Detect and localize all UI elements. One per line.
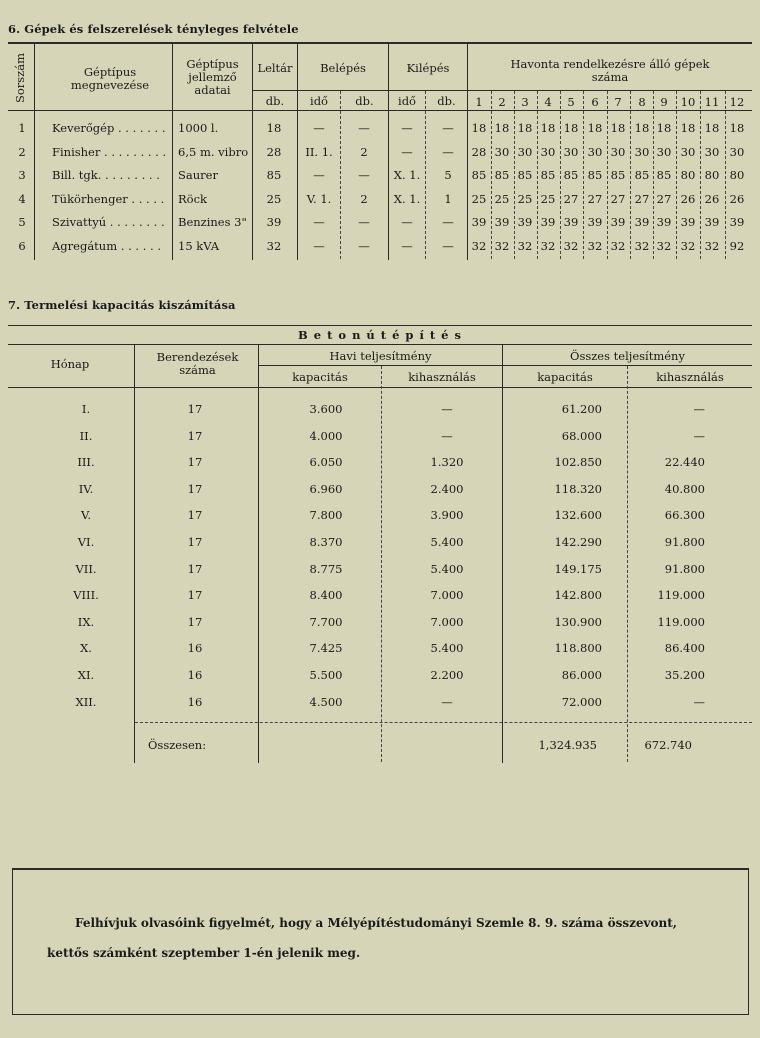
header-bottom-rule [8, 110, 752, 111]
month-divider [514, 91, 515, 259]
equipment-count: 17 [187, 614, 203, 629]
header-kil-ido: idő [398, 94, 416, 108]
monthly-capacity: 7.700 [309, 614, 343, 629]
monthly-utilization: 7.000 [430, 614, 464, 629]
total-utilization: — [693, 694, 705, 709]
monthly-count: 39 [729, 215, 745, 229]
monthly-count: 18 [729, 121, 745, 135]
monthly-utilization: — [441, 428, 453, 443]
monthly-count: 18 [634, 121, 650, 135]
machine-name: Agregátum . . . . . . [52, 238, 161, 253]
monthly-utilization: 2.200 [430, 668, 464, 682]
header-havi: Havi teljesítmény [329, 349, 432, 363]
month-divider [537, 91, 538, 259]
machine-spec: 6,5 m. vibro [178, 144, 249, 159]
monthly-count: 32 [494, 238, 510, 253]
header-month: 1 [475, 95, 483, 109]
total-utilization: 35.200 [664, 668, 705, 682]
total-utilization: — [693, 428, 705, 443]
table-top-rule [8, 42, 752, 44]
month-label: V. [81, 508, 91, 523]
notice-box [12, 868, 749, 1015]
equipment-count: 17 [187, 428, 203, 443]
monthly-count: 18 [610, 121, 626, 135]
exit-count: — [442, 144, 454, 159]
entry-time: — [313, 215, 325, 229]
header-havi-kapacitas: kapacitás [292, 370, 348, 384]
inventory-count: 32 [266, 238, 282, 253]
monthly-capacity: 3.600 [309, 402, 343, 416]
monthly-capacity: 8.370 [309, 535, 343, 549]
row-number: 3 [18, 168, 26, 182]
total-capacity: 130.900 [554, 614, 602, 629]
subheader-rule [258, 365, 752, 366]
monthly-count: 18 [587, 121, 603, 135]
grand-total-utilization: 672.740 [644, 738, 692, 752]
header-berendezesek-1: Berendezések [156, 350, 239, 364]
total-capacity: 132.600 [554, 508, 602, 523]
monthly-count: 32 [517, 238, 533, 253]
month-divider [725, 91, 726, 259]
monthly-count: 28 [471, 144, 487, 159]
header-bottom-rule [8, 387, 752, 388]
total-capacity: 118.800 [554, 641, 602, 656]
monthly-count: 26 [704, 191, 720, 206]
monthly-count: 26 [729, 191, 745, 206]
month-divider [607, 91, 608, 259]
row-number: 5 [18, 215, 26, 229]
monthly-capacity: 5.500 [309, 668, 343, 682]
machine-spec: Röck [178, 191, 207, 206]
monthly-capacity: 8.775 [309, 561, 343, 576]
total-capacity: 102.850 [554, 455, 602, 470]
header-leltar: Leltár [257, 61, 293, 75]
monthly-count: 80 [704, 168, 720, 182]
equipment-count: 17 [187, 481, 203, 496]
monthly-count: 32 [656, 238, 672, 253]
exit-count: 5 [444, 168, 452, 182]
total-utilization: 22.440 [664, 455, 705, 470]
month-divider [560, 91, 561, 259]
header-kil-db: db. [437, 94, 456, 108]
header-bel-db: db. [355, 94, 374, 108]
header-month: 8 [638, 95, 646, 109]
column-rule [252, 44, 253, 260]
entry-count: 2 [360, 191, 368, 206]
monthly-capacity: 4.000 [309, 428, 343, 443]
dashed-divider [340, 91, 341, 259]
monthly-count: 27 [563, 191, 579, 206]
total-capacity: 72.000 [561, 694, 602, 709]
monthly-utilization: 5.400 [430, 641, 464, 656]
machine-spec: 15 kVA [178, 238, 220, 253]
monthly-count: 18 [494, 121, 510, 135]
monthly-count: 39 [540, 215, 556, 229]
monthly-utilization: 1.320 [430, 455, 464, 470]
monthly-count: 80 [729, 168, 745, 182]
monthly-count: 85 [634, 168, 650, 182]
month-label: III. [77, 455, 95, 470]
entry-time: — [313, 168, 325, 182]
total-utilization: 66.300 [664, 508, 705, 523]
month-divider [491, 91, 492, 259]
monthly-capacity: 7.425 [309, 641, 343, 656]
month-divider [653, 91, 654, 259]
header-havi-kihasznalas: kihasználás [408, 370, 476, 384]
banner-bottom-rule [8, 344, 752, 345]
monthly-count: 30 [540, 144, 556, 159]
header-month: 12 [729, 95, 745, 109]
monthly-count: 30 [656, 144, 672, 159]
banner-title: B e t o n ú t é p í t é s [298, 328, 462, 342]
column-rule [388, 44, 389, 260]
monthly-count: 39 [680, 215, 696, 229]
exit-time: X. 1. [393, 168, 421, 182]
monthly-capacity: 6.960 [309, 481, 343, 496]
monthly-count: 32 [471, 238, 487, 253]
monthly-utilization: 5.400 [430, 535, 464, 549]
monthly-count: 39 [563, 215, 579, 229]
monthly-count: 30 [563, 144, 579, 159]
monthly-count: 85 [517, 168, 533, 182]
monthly-count: 32 [540, 238, 556, 253]
exit-time: X. 1. [393, 191, 421, 206]
monthly-count: 30 [729, 144, 745, 159]
monthly-count: 85 [610, 168, 626, 182]
monthly-count: 39 [587, 215, 603, 229]
monthly-count: 30 [587, 144, 603, 159]
monthly-capacity: 6.050 [309, 455, 343, 470]
monthly-count: 32 [563, 238, 579, 253]
section6-title: 6. Gépek és felszerelések tényleges felvétele [8, 22, 299, 36]
header-month: 3 [521, 95, 529, 109]
monthly-count: 25 [494, 191, 510, 206]
column-rule [502, 345, 503, 763]
header-month: 10 [680, 95, 696, 109]
monthly-count: 18 [656, 121, 672, 135]
machine-spec: 1000 l. [178, 121, 219, 135]
equipment-count: 16 [187, 641, 203, 656]
month-divider [583, 91, 584, 259]
equipment-count: 17 [187, 535, 203, 549]
column-rule [297, 44, 298, 260]
header-month: 11 [704, 95, 720, 109]
header-jellemzo-1: Géptípus [186, 57, 239, 71]
dashed-divider [627, 366, 628, 762]
header-jellemzo-3: adatai [194, 83, 231, 97]
header-kilepes: Kilépés [406, 61, 450, 75]
header-osszes: Összes teljesítmény [570, 349, 685, 363]
monthly-count: 18 [540, 121, 556, 135]
monthly-count: 85 [471, 168, 487, 182]
column-rule [34, 44, 35, 260]
monthly-count: 26 [680, 191, 696, 206]
column-rule [258, 345, 259, 763]
monthly-count: 39 [656, 215, 672, 229]
month-label: VI. [77, 535, 95, 549]
subheader-rule [252, 90, 467, 91]
month-label: IV. [78, 481, 94, 496]
monthly-count: 27 [634, 191, 650, 206]
monthly-count: 92 [729, 238, 745, 253]
inventory-count: 28 [266, 144, 282, 159]
exit-time: — [401, 215, 413, 229]
total-label: Összesen: [148, 738, 207, 752]
entry-count: — [358, 168, 370, 182]
total-utilization: — [693, 402, 705, 416]
monthly-capacity: 8.400 [309, 588, 343, 603]
exit-count: — [442, 121, 454, 135]
header-month: 6 [591, 95, 599, 109]
machine-spec: Saurer [178, 168, 218, 182]
total-capacity: 68.000 [561, 428, 602, 443]
month-label: II. [79, 428, 93, 443]
machine-spec: Benzines 3" [178, 215, 247, 229]
dashed-divider [381, 366, 382, 762]
header-leltar-unit: db. [265, 94, 285, 108]
total-separator [135, 722, 752, 723]
monthly-count: 30 [610, 144, 626, 159]
header-month: 2 [498, 95, 506, 109]
month-label: I. [81, 402, 91, 416]
exit-time: — [401, 144, 413, 159]
total-capacity: 149.175 [554, 561, 602, 576]
header-geptipus-2: megnevezése [70, 78, 150, 92]
entry-count: — [358, 238, 370, 253]
month-label: VIII. [73, 588, 99, 603]
monthly-count: 25 [517, 191, 533, 206]
grand-total-capacity: 1,324.935 [538, 738, 597, 752]
month-divider [700, 91, 701, 259]
table-top-rule [8, 325, 752, 326]
header-honap: Hónap [50, 357, 90, 371]
inventory-count: 18 [266, 121, 282, 135]
monthly-count: 85 [540, 168, 556, 182]
monthly-utilization: 2.400 [430, 481, 464, 496]
equipment-count: 17 [187, 508, 203, 523]
monthly-count: 32 [704, 238, 720, 253]
total-capacity: 142.800 [554, 588, 602, 603]
machine-name: Bill. tgk. . . . . . . . . [52, 168, 160, 182]
total-utilization: 91.800 [664, 561, 705, 576]
monthly-count: 85 [587, 168, 603, 182]
entry-time: II. 1. [305, 144, 333, 159]
inventory-count: 25 [266, 191, 282, 206]
monthly-count: 32 [634, 238, 650, 253]
header-sorszam: Sorszám [13, 52, 27, 104]
monthly-count: 18 [517, 121, 533, 135]
monthly-utilization: 3.900 [430, 508, 464, 523]
equipment-count: 17 [187, 455, 203, 470]
monthly-utilization: 5.400 [430, 561, 464, 576]
monthly-count: 39 [494, 215, 510, 229]
monthly-count: 25 [540, 191, 556, 206]
monthly-count: 27 [610, 191, 626, 206]
monthly-count: 30 [634, 144, 650, 159]
equipment-count: 17 [187, 588, 203, 603]
machine-name: Finisher . . . . . . . . . [52, 144, 167, 159]
monthly-count: 39 [704, 215, 720, 229]
month-divider [676, 91, 677, 259]
exit-time: — [401, 121, 413, 135]
equipment-count: 16 [187, 694, 203, 709]
month-label: VII. [75, 561, 97, 576]
monthly-count: 32 [587, 238, 603, 253]
monthly-count: 30 [494, 144, 510, 159]
machine-name: Keverőgép . . . . . . . [52, 121, 166, 135]
total-utilization: 119.000 [657, 588, 705, 603]
row-number: 1 [18, 121, 26, 135]
header-osszes-kapacitas: kapacitás [537, 370, 593, 384]
machine-name: Szivattyú . . . . . . . . [52, 215, 165, 229]
monthly-count: 30 [680, 144, 696, 159]
entry-count: — [358, 215, 370, 229]
month-divider [630, 91, 631, 259]
month-label: XI. [77, 668, 95, 682]
entry-count: 2 [360, 144, 368, 159]
header-belepes: Belépés [320, 61, 366, 75]
monthly-count: 18 [471, 121, 487, 135]
header-month: 7 [614, 95, 622, 109]
inventory-count: 39 [266, 215, 282, 229]
equipment-count: 16 [187, 668, 203, 682]
exit-time: — [401, 238, 413, 253]
row-number: 4 [18, 191, 26, 206]
entry-count: — [358, 121, 370, 135]
header-geptipus-1: Géptípus [83, 65, 137, 79]
monthly-count: 39 [471, 215, 487, 229]
inventory-count: 85 [266, 168, 282, 182]
monthly-capacity: 4.500 [309, 694, 343, 709]
monthly-capacity: 7.800 [309, 508, 343, 523]
monthly-count: 80 [680, 168, 696, 182]
monthly-count: 25 [471, 191, 487, 206]
monthly-count: 39 [610, 215, 626, 229]
total-capacity: 61.200 [561, 402, 602, 416]
monthly-count: 32 [610, 238, 626, 253]
notice-line-1: Felhívjuk olvasóink figyelmét, hogy a Mélyépítéstudományi Szemle 8. 9. száma összevont, [75, 916, 677, 930]
total-capacity: 142.290 [554, 535, 602, 549]
monthly-count: 30 [517, 144, 533, 159]
total-utilization: 86.400 [664, 641, 705, 656]
exit-count: 1 [444, 191, 452, 206]
entry-time: V. 1. [306, 191, 332, 206]
entry-time: — [313, 238, 325, 253]
monthly-utilization: — [441, 694, 453, 709]
dashed-divider [425, 91, 426, 259]
monthly-count: 39 [517, 215, 533, 229]
section7-title: 7. Termelési kapacitás kiszámítása [8, 298, 236, 312]
month-label: X. [80, 641, 92, 656]
monthly-count: 18 [563, 121, 579, 135]
equipment-count: 17 [187, 402, 203, 416]
exit-count: — [442, 215, 454, 229]
header-havonta-1: Havonta rendelkezésre álló gépek [510, 57, 710, 71]
row-number: 2 [18, 144, 26, 159]
monthly-count: 85 [656, 168, 672, 182]
monthly-count: 27 [656, 191, 672, 206]
monthly-count: 85 [494, 168, 510, 182]
total-utilization: 119.000 [657, 614, 705, 629]
monthly-count: 27 [587, 191, 603, 206]
monthly-count: 85 [563, 168, 579, 182]
monthly-count: 32 [680, 238, 696, 253]
total-capacity: 86.000 [561, 668, 602, 682]
column-rule [134, 345, 135, 763]
entry-time: — [313, 121, 325, 135]
monthly-utilization: — [441, 402, 453, 416]
monthly-count: 30 [704, 144, 720, 159]
header-havonta-2: száma [591, 70, 629, 84]
monthly-count: 18 [680, 121, 696, 135]
header-month: 9 [660, 95, 668, 109]
header-month: 4 [544, 95, 552, 109]
header-berendezesek-2: száma [179, 363, 216, 377]
machine-name: Tükörhenger . . . . . [52, 191, 165, 206]
row-number: 6 [18, 238, 26, 253]
month-label: XII. [75, 694, 97, 709]
total-utilization: 91.800 [664, 535, 705, 549]
monthly-count: 18 [704, 121, 720, 135]
monthly-count: 39 [634, 215, 650, 229]
total-utilization: 40.800 [664, 481, 705, 496]
column-rule [172, 44, 173, 260]
equipment-count: 17 [187, 561, 203, 576]
header-osszes-kihasznalas: kihasználás [656, 370, 724, 384]
exit-count: — [442, 238, 454, 253]
header-bel-ido: idő [310, 94, 328, 108]
subheader-rule [467, 90, 752, 91]
header-jellemzo-2: jellemző [188, 70, 237, 84]
total-capacity: 118.320 [554, 481, 602, 496]
notice-line-2: kettős számként szeptember 1-én jelenik meg. [47, 946, 361, 960]
monthly-utilization: 7.000 [430, 588, 464, 603]
header-month: 5 [567, 95, 575, 109]
month-label: IX. [77, 614, 95, 629]
